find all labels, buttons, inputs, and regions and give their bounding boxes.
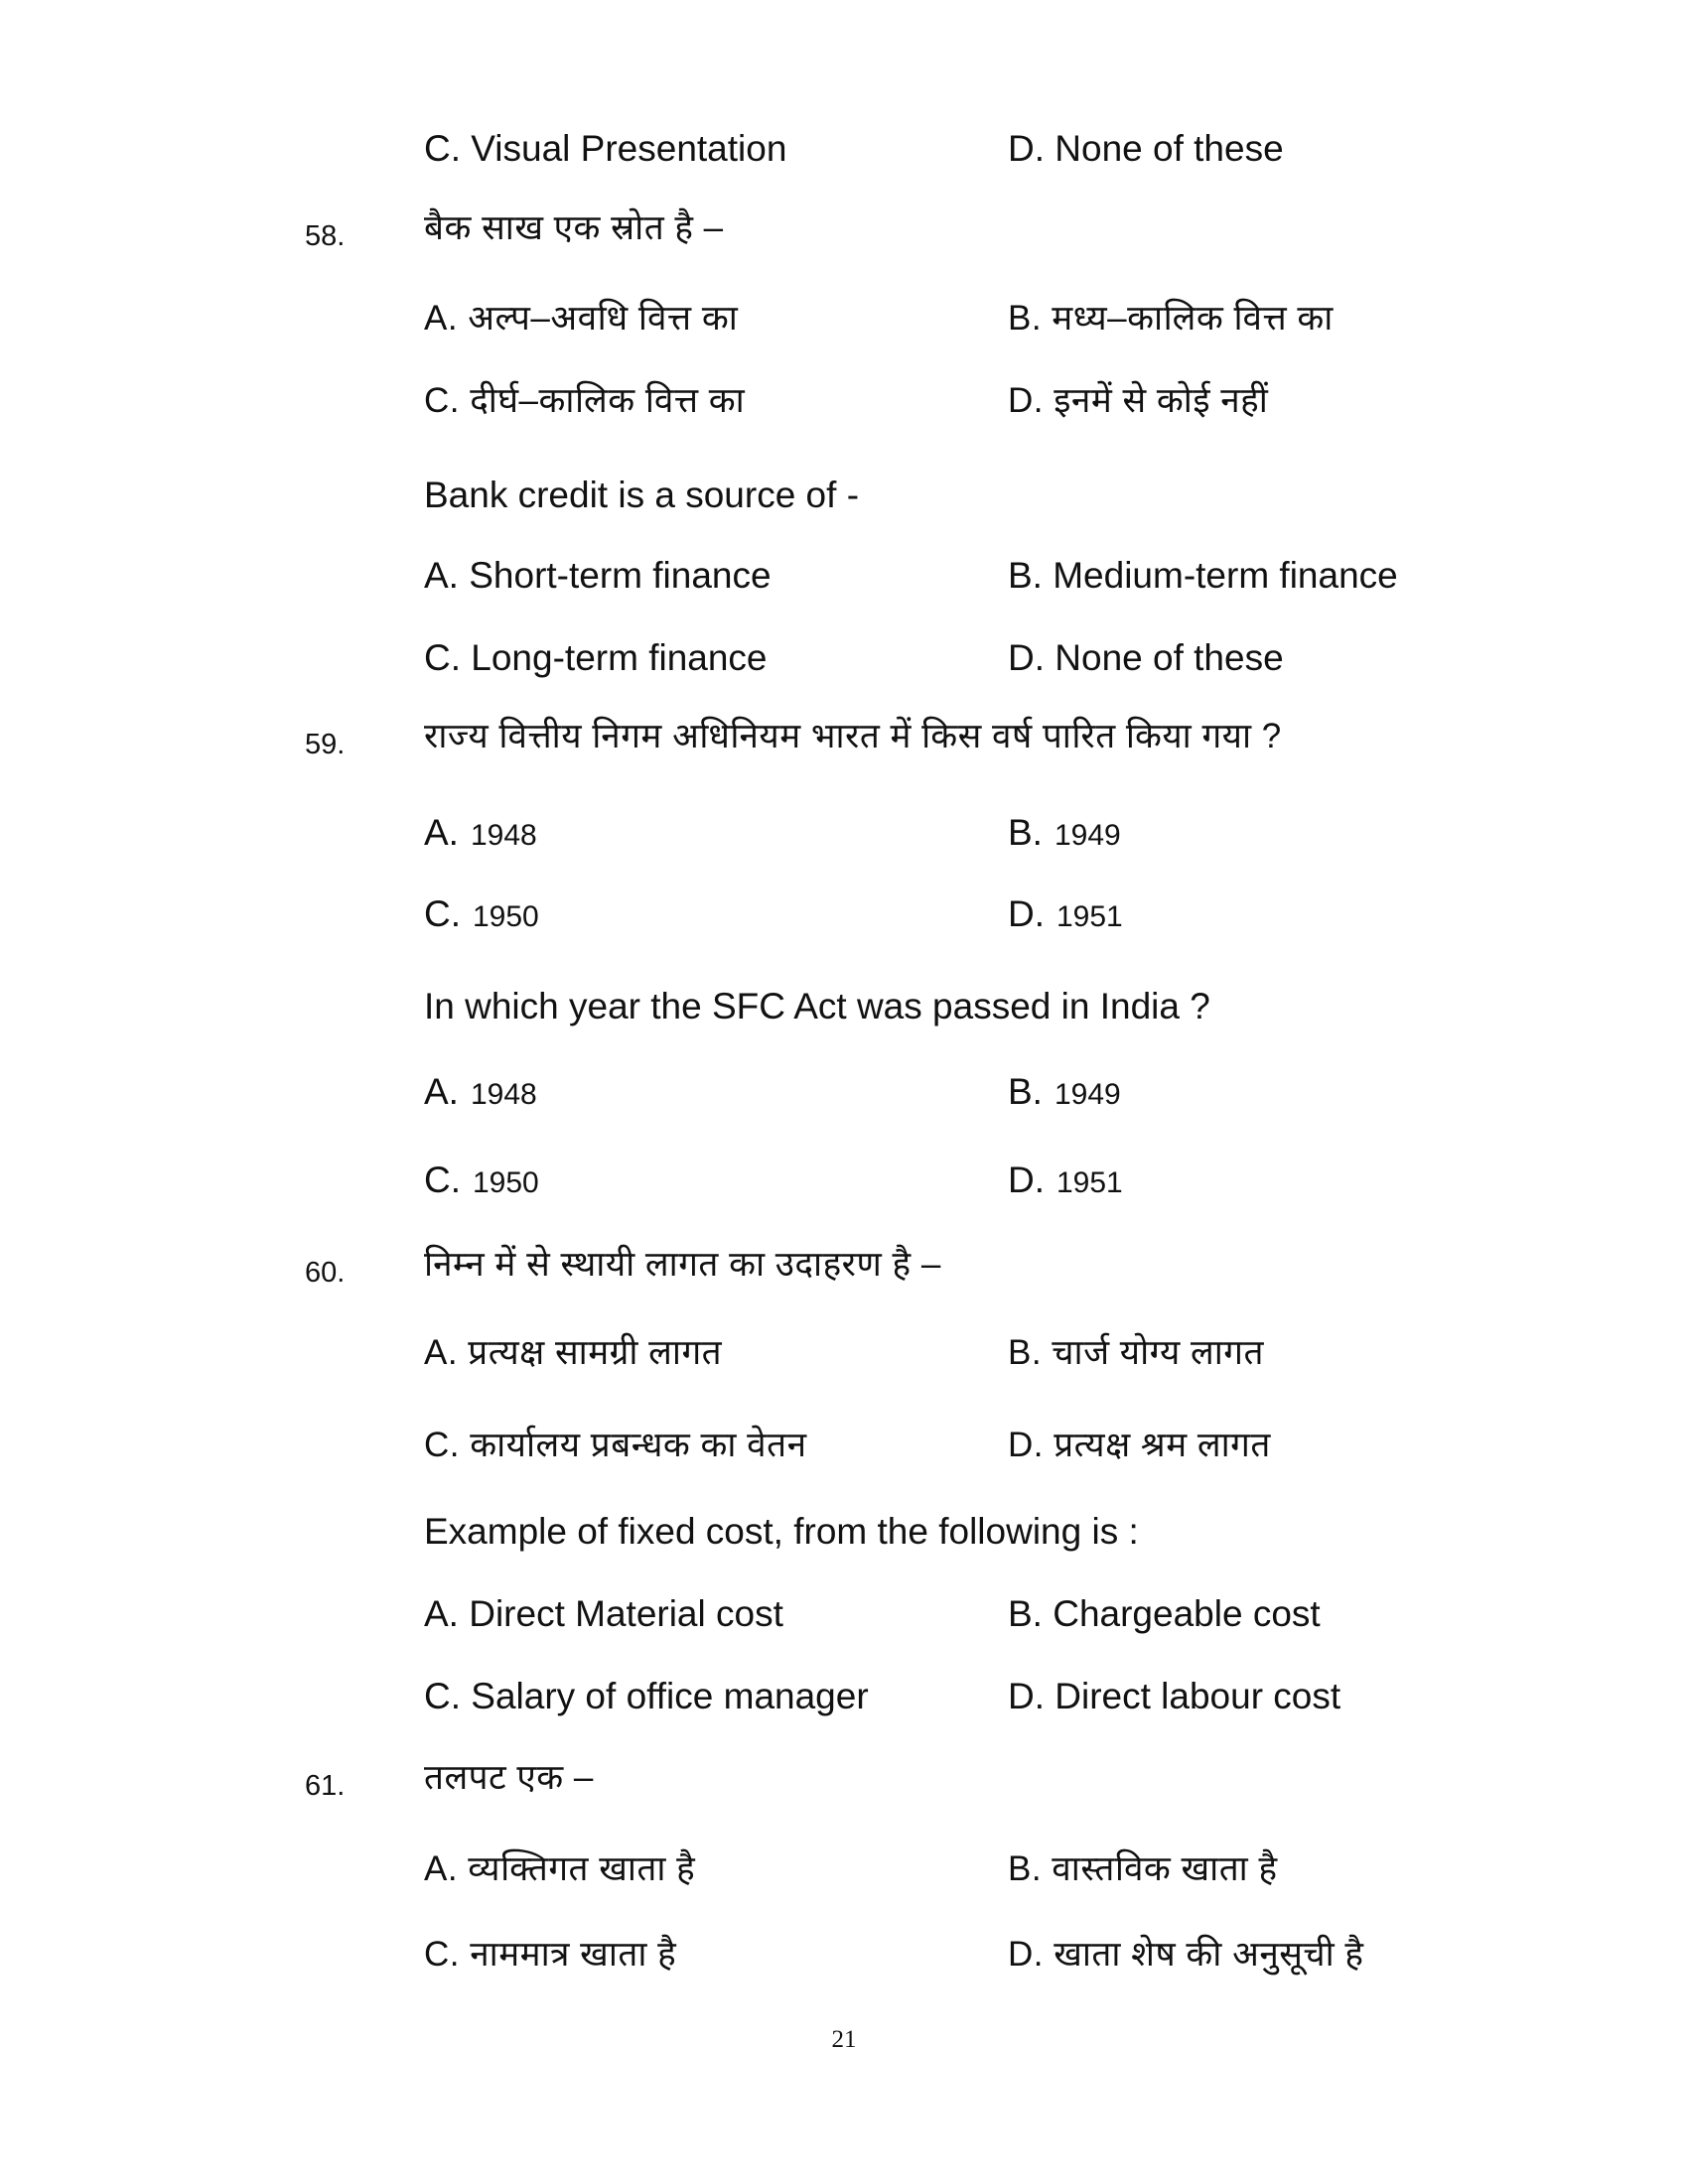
option-a-hindi: A. अल्प–अवधि वित्त का (424, 299, 739, 338)
option-a-english: A. Direct Material cost (424, 1593, 783, 1634)
option-a-hindi: A. व्यक्तिगत खाता है (424, 1849, 696, 1888)
question-text-english: In which year the SFC Act was passed in India ? (424, 986, 1210, 1026)
option-c-english: C. Salary of office manager (424, 1676, 869, 1716)
option-label: A. (424, 1071, 459, 1112)
question-text-hindi: राज्य वित्तीय निगम अधिनियम भारत में किस वर्ष पारित किया गया ? (424, 717, 1282, 755)
option-d-english: D. None of these (1008, 637, 1284, 678)
question-number: 60. (305, 1257, 346, 1289)
option-value: 1951 (1056, 1166, 1123, 1199)
option-value: 1948 (470, 1078, 537, 1111)
option-c-hindi (424, 895, 539, 932)
option-d-english (1008, 1161, 1123, 1198)
option-c-hindi: C. नाममात्र खाता है (424, 1935, 677, 1974)
option-a-english: A. Short-term finance (424, 555, 772, 596)
option-c-hindi: C. दीर्घ–कालिक वित्त का (424, 381, 746, 420)
option-a-hindi (424, 814, 537, 851)
question-text-english: Bank credit is a source of - (424, 475, 860, 515)
option-label: C. (424, 1160, 461, 1200)
option-b-english: B. Chargeable cost (1008, 1593, 1321, 1634)
option-label: D. (1008, 893, 1045, 934)
question-number: 59. (305, 729, 346, 760)
option-d-english: D. Direct labour cost (1008, 1676, 1341, 1716)
option-b-hindi: B. वास्तविक खाता है (1008, 1849, 1278, 1888)
option-value: 1949 (1054, 1078, 1121, 1111)
question-text-hindi: निम्न में से स्थायी लागत का उदाहरण है – (424, 1245, 941, 1284)
option-value: 1950 (473, 1166, 539, 1199)
option-b-english: B. Medium-term finance (1008, 555, 1398, 596)
option-d-hindi: D. खाता शेष की अनुसूची है (1008, 1935, 1364, 1974)
question-number: 61. (305, 1770, 346, 1802)
option-label: C. (424, 893, 461, 934)
page-number: 21 (831, 2026, 857, 2053)
option-c-english: C. Long-term finance (424, 637, 768, 678)
question-text-hindi: तलपट एक – (424, 1758, 594, 1797)
option-d-hindi (1008, 895, 1123, 932)
option-label: B. (1008, 1071, 1043, 1112)
prev-question-option-d: D. None of these (1008, 128, 1284, 169)
option-c-english (424, 1161, 539, 1198)
option-label: D. (1008, 1160, 1045, 1200)
option-a-hindi: A. प्रत्यक्ष सामग्री लागत (424, 1333, 723, 1372)
option-d-hindi: D. इनमें से कोई नहीं (1008, 381, 1269, 420)
option-value: 1948 (470, 819, 537, 852)
option-d-hindi: D. प्रत्यक्ष श्रम लागत (1008, 1426, 1271, 1464)
prev-question-option-c: C. Visual Presentation (424, 128, 787, 169)
option-b-hindi: B. चार्ज योग्य लागत (1008, 1333, 1264, 1372)
option-b-hindi (1008, 814, 1121, 851)
option-a-english (424, 1073, 537, 1110)
option-value: 1949 (1054, 819, 1121, 852)
option-b-hindi: B. मध्य–कालिक वित्त का (1008, 299, 1334, 338)
option-value: 1950 (473, 900, 539, 933)
question-text-english: Example of fixed cost, from the following is : (424, 1511, 1139, 1552)
question-number: 58. (305, 220, 346, 252)
question-text-hindi: बैक साख एक स्रोत है – (424, 208, 724, 247)
option-b-english (1008, 1073, 1121, 1110)
option-label: A. (424, 812, 459, 853)
option-c-hindi: C. कार्यालय प्रबन्धक का वेतन (424, 1426, 807, 1464)
option-value: 1951 (1056, 900, 1123, 933)
option-label: B. (1008, 812, 1043, 853)
